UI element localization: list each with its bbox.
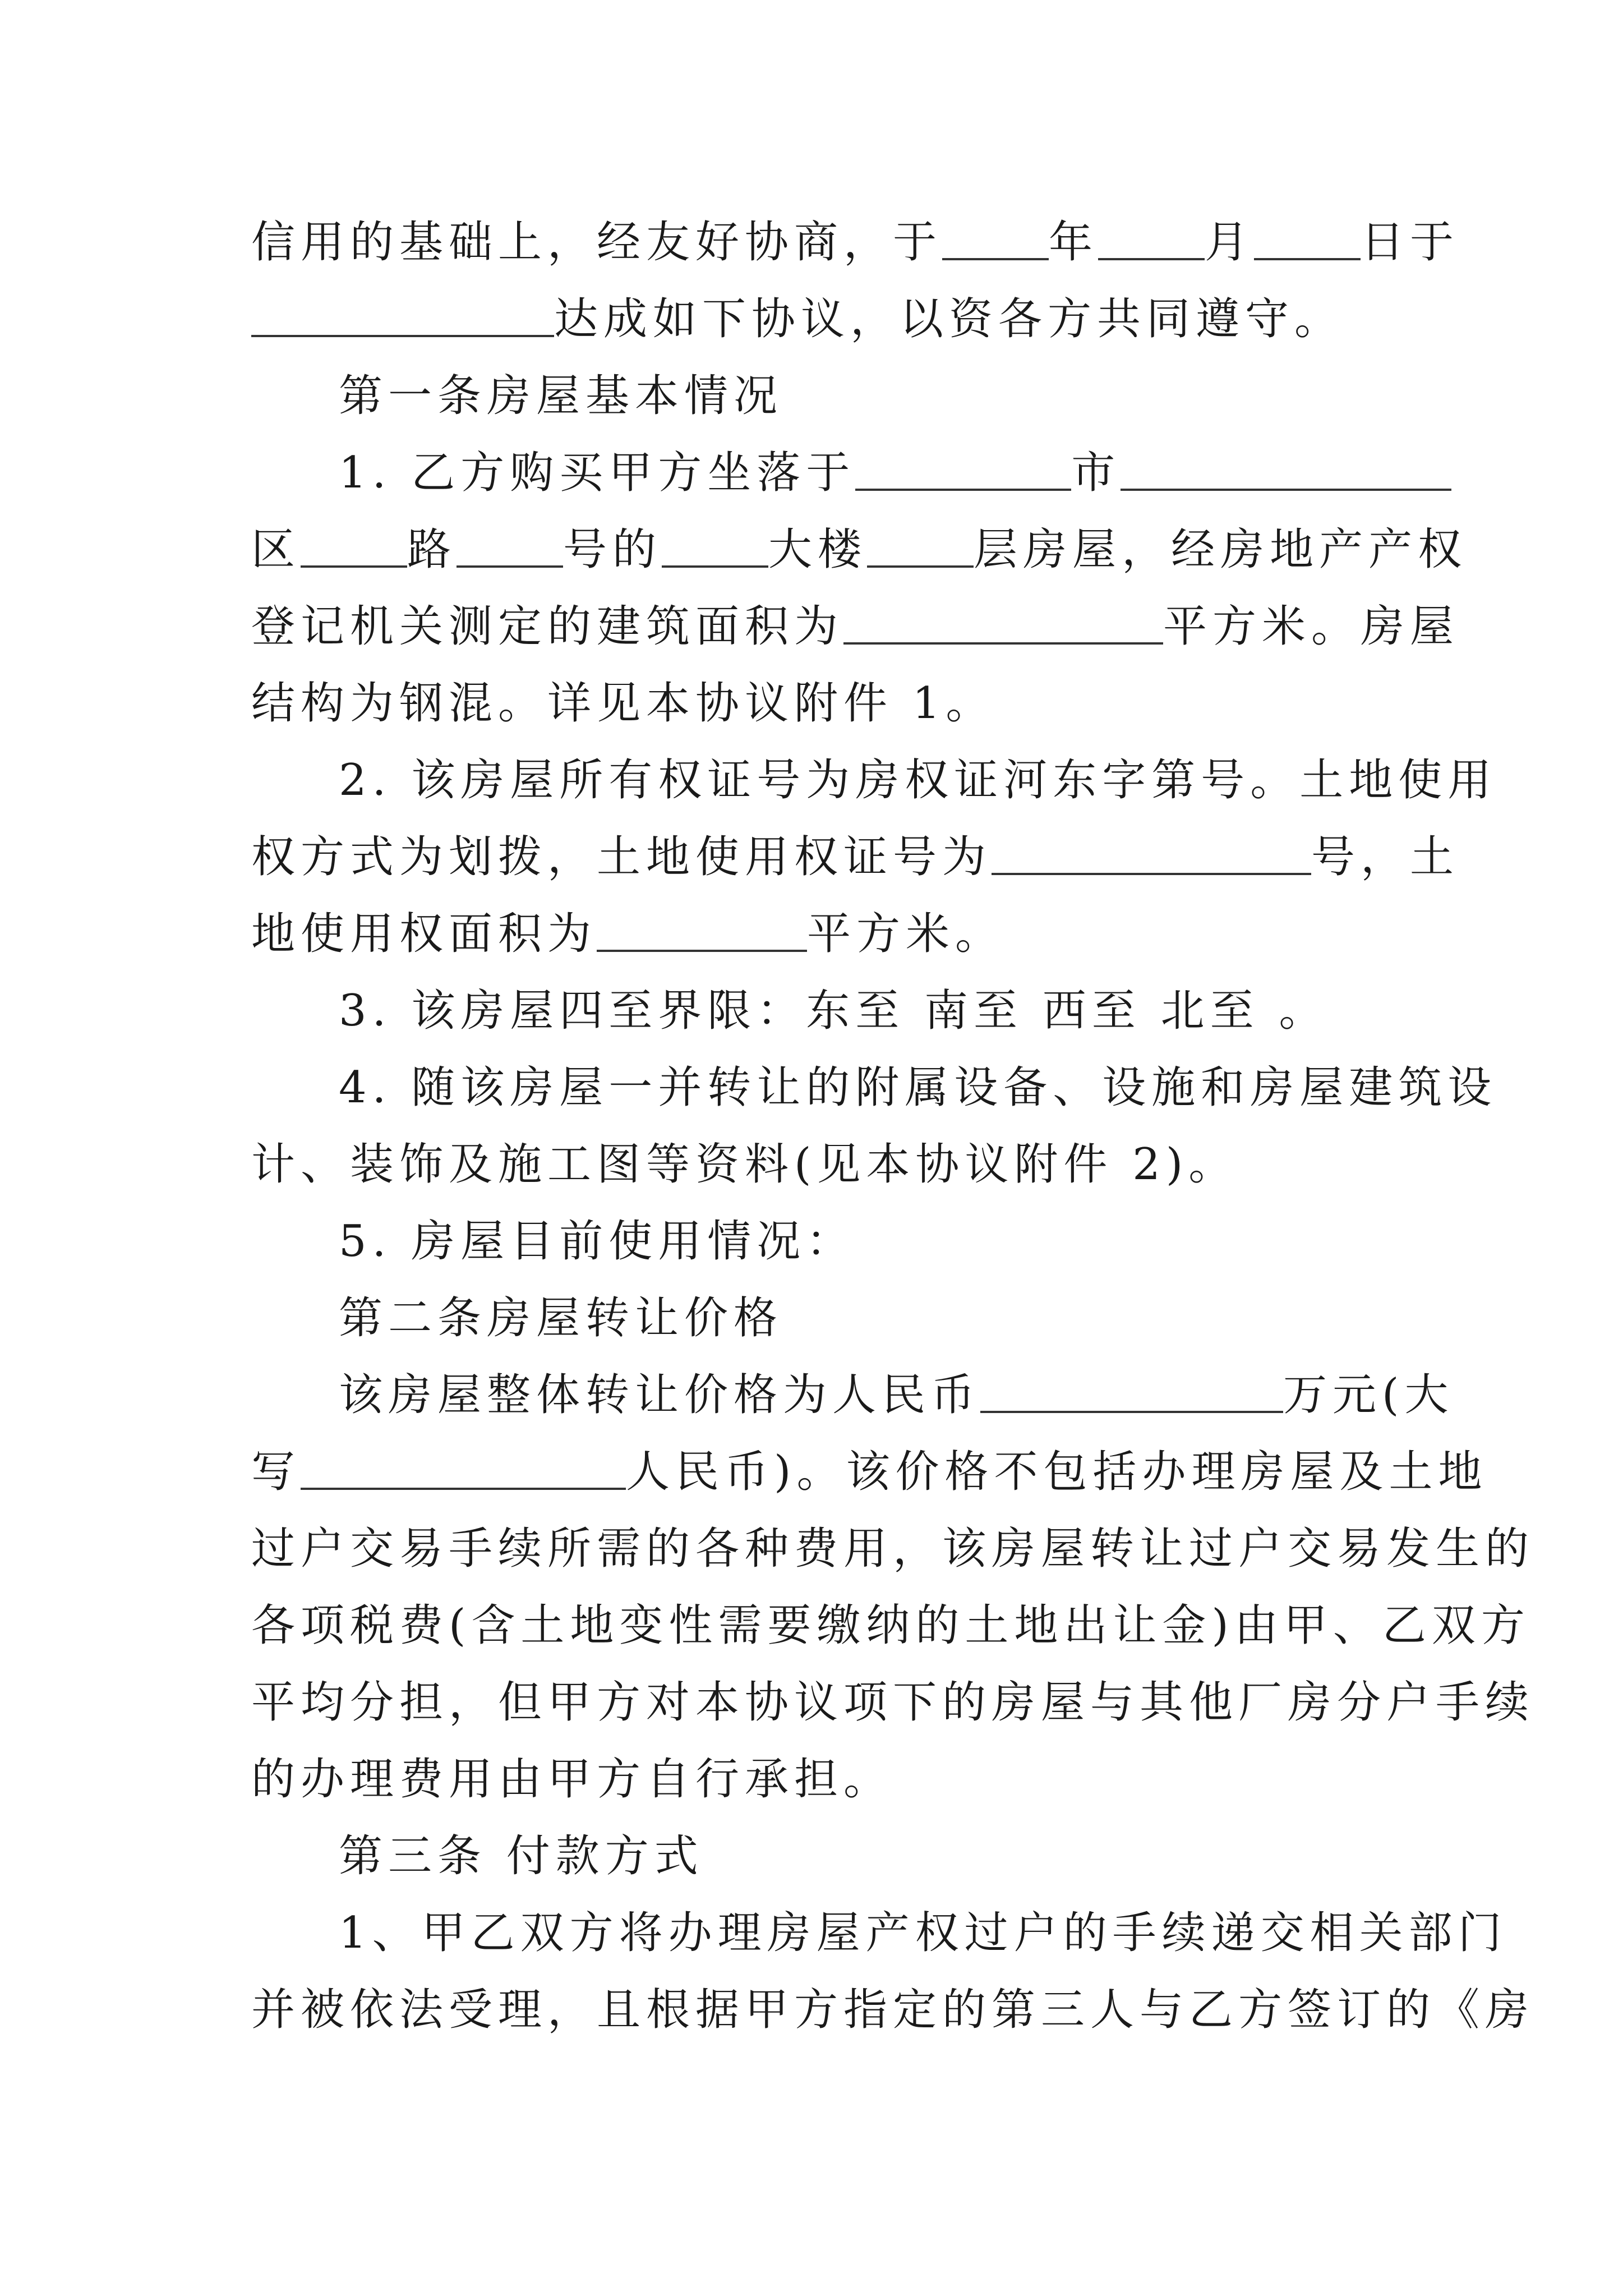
text-run: 月 — [1205, 217, 1255, 268]
text-line — [251, 1510, 1535, 1588]
text-run: 号，土 — [1311, 832, 1460, 882]
text-run: 5. 房屋目前使用情况： — [339, 1216, 856, 1267]
text-run: 大楼 — [768, 524, 868, 575]
text-run: 平均分担，但甲方对本协议项下的房屋与其他厂房分户手续 — [251, 1677, 1535, 1728]
section-heading — [339, 357, 1390, 435]
text-line — [339, 1894, 1507, 1972]
blank-floor — [867, 525, 974, 568]
text-line — [251, 203, 1460, 282]
text-line — [251, 895, 1390, 973]
text-line — [339, 972, 1390, 1050]
text-run: 结构为钢混。详见本协议附件 1。 — [251, 678, 995, 729]
text-run: 达成如下协议，以资各方共同遵守。 — [554, 294, 1344, 344]
blank-land-cert — [992, 832, 1311, 875]
blank-district — [1121, 448, 1451, 491]
text-line — [339, 1202, 1390, 1281]
text-run: 号的 — [563, 524, 662, 575]
text-run: 4. 随该房屋一并转让的附属设备、设施和房屋建筑设 — [339, 1062, 1497, 1113]
text-run: 地使用权面积为 — [251, 909, 597, 959]
text-run: 并被依法受理，且根据甲方指定的第三人与乙方签订的《房 — [251, 1985, 1535, 2035]
text-run: 3. 该房屋四至界限：东至 南至 西至 北至 。 — [339, 986, 1329, 1036]
text-line — [339, 434, 1390, 512]
text-run: 路 — [407, 524, 457, 575]
text-run: 第一条房屋基本情况 — [339, 371, 783, 421]
blank-day — [1254, 218, 1361, 260]
text-run: 平方米。 — [807, 909, 1005, 959]
blank-price-words — [301, 1447, 626, 1490]
blank-price — [980, 1370, 1283, 1413]
text-run: 登记机关测定的建筑面积为 — [251, 601, 844, 652]
text-run: 区 — [251, 524, 301, 575]
text-line — [251, 587, 1460, 666]
text-run: 1. 乙方购买甲方坐落于 — [339, 448, 856, 498]
text-line — [251, 280, 1390, 358]
text-line — [251, 510, 1468, 589]
text-line — [251, 1433, 1488, 1511]
text-line — [339, 1356, 1454, 1434]
section-heading — [339, 1279, 1390, 1358]
section-heading — [339, 1817, 1390, 1895]
text-run: 写 — [251, 1447, 301, 1497]
text-run: 各项税费(含土地变性需要缴纳的土地出让金)由甲、乙双方 — [251, 1600, 1530, 1651]
text-run: 权方式为划拨，土地使用权证号为 — [251, 832, 992, 882]
blank-place — [251, 295, 554, 337]
blank-month — [1098, 218, 1205, 260]
text-run: 1、甲乙双方将办理房屋产权过户的手续递交相关部门 — [339, 1908, 1507, 1958]
text-run: 日于 — [1361, 217, 1460, 268]
text-line — [339, 741, 1497, 820]
text-run: 平方米。房屋 — [1163, 601, 1460, 652]
blank-land-area — [597, 909, 807, 952]
text-line — [339, 1048, 1497, 1127]
blank-year — [942, 218, 1049, 260]
blank-number — [457, 525, 563, 568]
text-run: 年 — [1049, 217, 1099, 268]
text-run: 信用的基础上，经友好协商，于 — [251, 217, 943, 268]
text-line — [251, 818, 1460, 896]
text-line — [251, 1663, 1535, 1742]
text-line — [251, 1971, 1535, 2049]
text-run: 的办理费用由甲方自行承担。 — [251, 1754, 893, 1805]
text-run: 人民币)。该价格不包括办理房屋及土地 — [626, 1447, 1488, 1497]
blank-road — [301, 525, 407, 568]
text-run: 市 — [1071, 448, 1121, 498]
blank-building — [662, 525, 768, 568]
text-run: 2. 该房屋所有权证号为房权证河东字第号。土地使用 — [339, 755, 1497, 806]
text-run: 过户交易手续所需的各种费用，该房屋转让过户交易发生的 — [251, 1524, 1535, 1574]
text-line — [251, 1740, 1390, 1819]
blank-location — [855, 448, 1071, 491]
text-run: 层房屋，经房地产产权 — [974, 524, 1468, 575]
blank-floor-area — [843, 602, 1163, 645]
text-run: 计、装饰及施工图等资料(见本协议附件 2)。 — [251, 1139, 1238, 1190]
text-run: 万元(大 — [1283, 1370, 1454, 1420]
text-run: 该房屋整体转让价格为人民币 — [339, 1370, 981, 1420]
text-line — [251, 664, 1390, 743]
text-line — [251, 1125, 1390, 1204]
text-run: 第三条 付款方式 — [339, 1831, 704, 1881]
text-run: 第二条房屋转让价格 — [339, 1293, 783, 1343]
text-line — [251, 1586, 1530, 1665]
